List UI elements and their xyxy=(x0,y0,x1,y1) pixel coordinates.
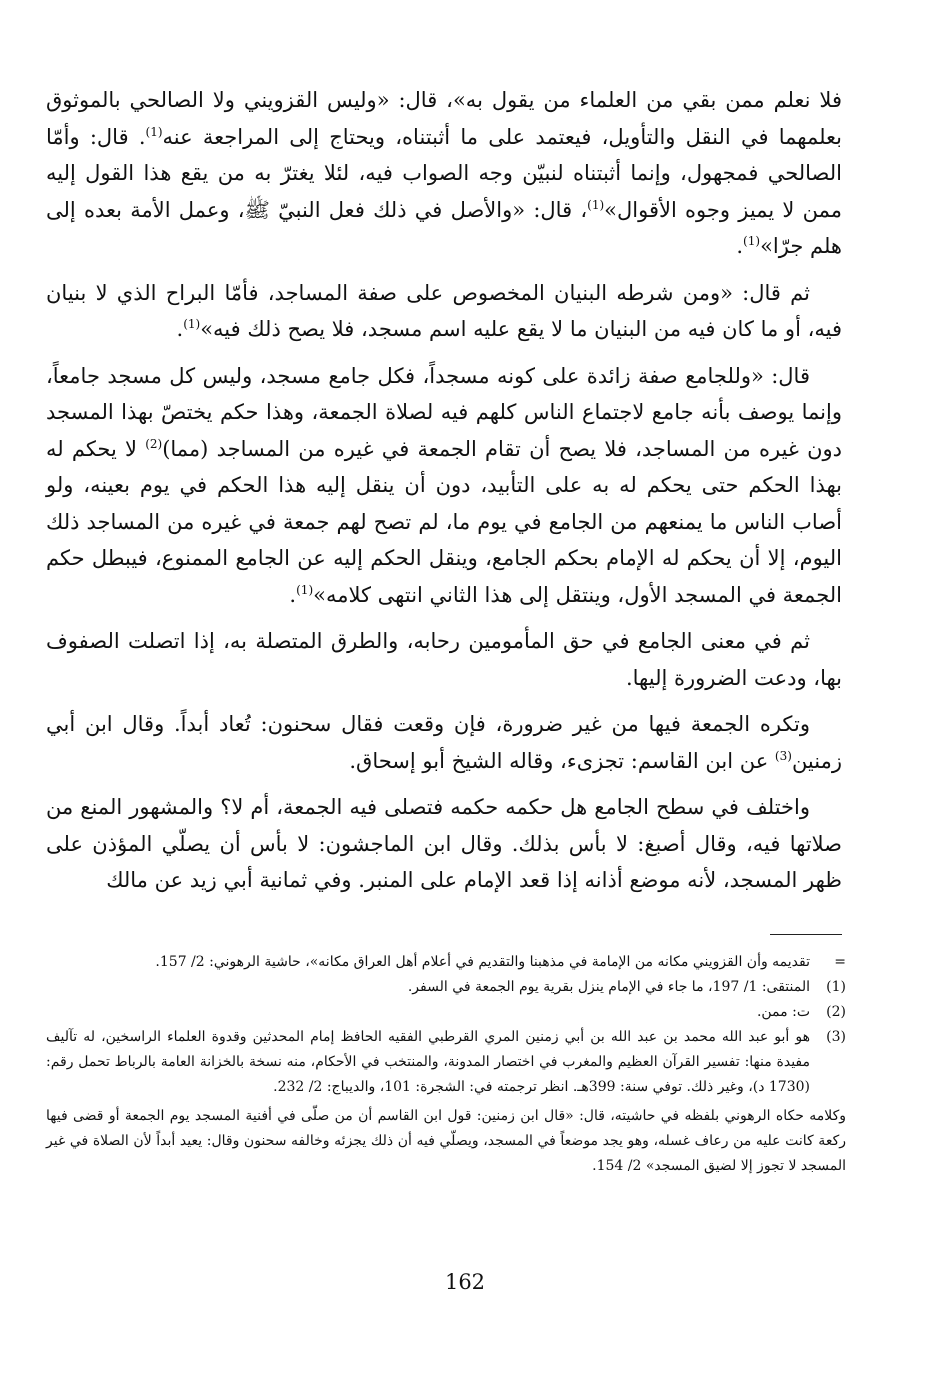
page-number: 162 xyxy=(444,1270,486,1294)
footnote-divider xyxy=(770,934,842,935)
text-run: فلا نعلم ممن بقي من العلماء من يقول به»، قال: «وليس القزويني ولا الصالحي بالموثوق بعلمهما في النقل والتأويل، فيعتمد على ما أثبتناه، ويحتاج إلى المراجعة عنه xyxy=(46,88,843,149)
footnote-number: (3) xyxy=(826,1029,846,1045)
text-run: . xyxy=(736,234,744,258)
footnote-ref: (2) xyxy=(145,436,163,451)
text-run: واختلف في سطح الجامع هل حكمه حكمه فتصلى فيه الجمعة، أم لا؟ والمشهور المنع من صلاتها فيه، وقال أصبغ: لا بأس بذلك. وقال ابن الماجشون: لا بأس أن يصلّي المؤذن على ظهر المسجد، لأنه موضع أذانه إذا قعد الإمام على المنبر. وفي ثمانية أبي زيد عن مالك xyxy=(46,795,842,892)
paragraph-3 xyxy=(46,358,842,614)
text-run: ثم قال: «ومن شرطه البنيان المخصوص على صفة المساجد، فأمّا البراح الذي لا بنيان فيه، أو ما كان فيه من البنيان ما لا يقع عليه اسم مسجد، فلا يصح ذلك فيه» xyxy=(46,280,842,341)
paragraph-5 xyxy=(46,706,842,779)
footnote-marker: = xyxy=(834,954,846,970)
footnote-2 xyxy=(46,1000,846,1025)
footnote-text: تقديمه وأن القزويني مكانه من الإمامة في مذهبنا والتقديم في أعلام أهل العراق مكانه»، حاشية الرهوني: 2/ 157. xyxy=(155,954,810,970)
footnote-ref: (1) xyxy=(587,197,605,212)
text-run: لا يحكم له بهذا الحكم حتى يحكم له به على التأبيد، دون أن ينقل إليه هذا الحكم في يوم بعينه، ولو أصاب الناس ما يمنعهم من الجامع في يوم ما، لم تصح لهم جمعة في غيره من المساجد ذلك اليوم، إلا أن يحكم له الإمام بحكم الجامع، وينقل الحكم إليه عن الجامع الممنوع، فيبطل حكم الجمعة في المسجد الأول، وينتقل إلى هذا الثاني انتهى كلامه» xyxy=(46,436,842,607)
text-run: قال: «وللجامع صفة زائدة على كونه مسجداً، فكل جامع مسجد، وليس كل مسجد جامعاً، وإنما يوصف بأنه جامع لاجتماع الناس كلهم فيه لصلاة الجمعة، وهذا حكم يختصّ بهذا المسجد دون غيره من المساجد، فلا يصح أن تقام الجمعة في غيره من المساجد (مما) xyxy=(46,363,842,461)
text-run: ، قال: «والأصل في ذلك فعل النبيّ ﷺ، وعمل الأمة بعده إلى هلم جرّا» xyxy=(46,197,842,258)
paragraph-6 xyxy=(46,789,842,899)
footnote-text: المنتقى: 1/ 197، ما جاء في الإمام ينزل بقرية يوم الجمعة في السفر. xyxy=(407,979,810,995)
main-text xyxy=(46,82,842,909)
footnote-3 xyxy=(46,1025,846,1100)
text-run: . قال: وأمّا الصالحي فمجهول، وإنما أثبتناه لنبيّن وجه الصواب فيه، لئلا يغترّ به من يقع هذا القول إليه ممن لا يميز وجوه الأقوال» xyxy=(46,124,842,222)
footnote-text: ت: ممن. xyxy=(756,1004,810,1020)
text-run: عن ابن القاسم: تجزىء، وقاله الشيخ أبو إسحاق. xyxy=(349,748,775,773)
footnote-1 xyxy=(46,975,846,1000)
footnote-ref: (3) xyxy=(774,748,792,763)
footnote-3-continuation: وكلامه حكاه الرهوني بلفظه في حاشيته، قال: «قال ابن زمنين: قول ابن القاسم أن من صلّى في أفنية المسجد يوم الجمعة أو قضى فيها ركعة كانت عليه من رعاف غسله، وهو يجد موضعاً في المسجد، ويصلّي فيه أن ذلك يجزئه وخالفه سحنون وقال: يعيد أبداً لأن الصلاة في غير المسجد لا تجوز إلا لضيق المسجد» 2/ 154. xyxy=(46,1108,846,1174)
text-run: ثم في معنى الجامع في حق المأمومين رحابه، والطرق المتصلة به، إذا اتصلت الصفوف بها، ودعت الضرورة إليها. xyxy=(46,629,842,690)
footnotes xyxy=(46,950,846,1179)
footnote-ref: (1) xyxy=(145,124,163,139)
paragraph-2 xyxy=(46,275,842,348)
footnote-number: (2) xyxy=(826,1004,846,1020)
footnote-number: (1) xyxy=(826,979,846,995)
footnote-text: هو أبو عبد الله محمد بن عبد الله بن أبي زمنين المري القرطبي الفقيه الحافظ إمام المحدثين وقدوة العلماء الراسخين، له تآليف مفيدة منها: تفسير القرآن العظيم والمغرب في اختصار المدونة، والمنتخب في الأحكام، منه نسخة بالخزانة العامة بالرباط تحمل رقم: (1730 د)، وغير ذلك. توفي سنة: 399هـ. انظر ترجمته في: الشجرة: 101، والديباج: 2/ 232. xyxy=(46,1029,810,1095)
footnote-ref: (1) xyxy=(743,234,761,248)
footnote-ref: (1) xyxy=(183,317,201,331)
paragraph-4 xyxy=(46,623,842,696)
text-run: . xyxy=(289,582,297,607)
text-run: . xyxy=(176,317,184,341)
text-run: وتكره الجمعة فيها من غير ضرورة، فإن وقعت فقال سحنون: تُعاد أبداً. وقال ابن أبي زمنين xyxy=(46,712,842,773)
paragraph-1 xyxy=(46,82,842,265)
footnote-ref: (1) xyxy=(296,582,314,597)
footnote-continuation xyxy=(46,950,846,975)
